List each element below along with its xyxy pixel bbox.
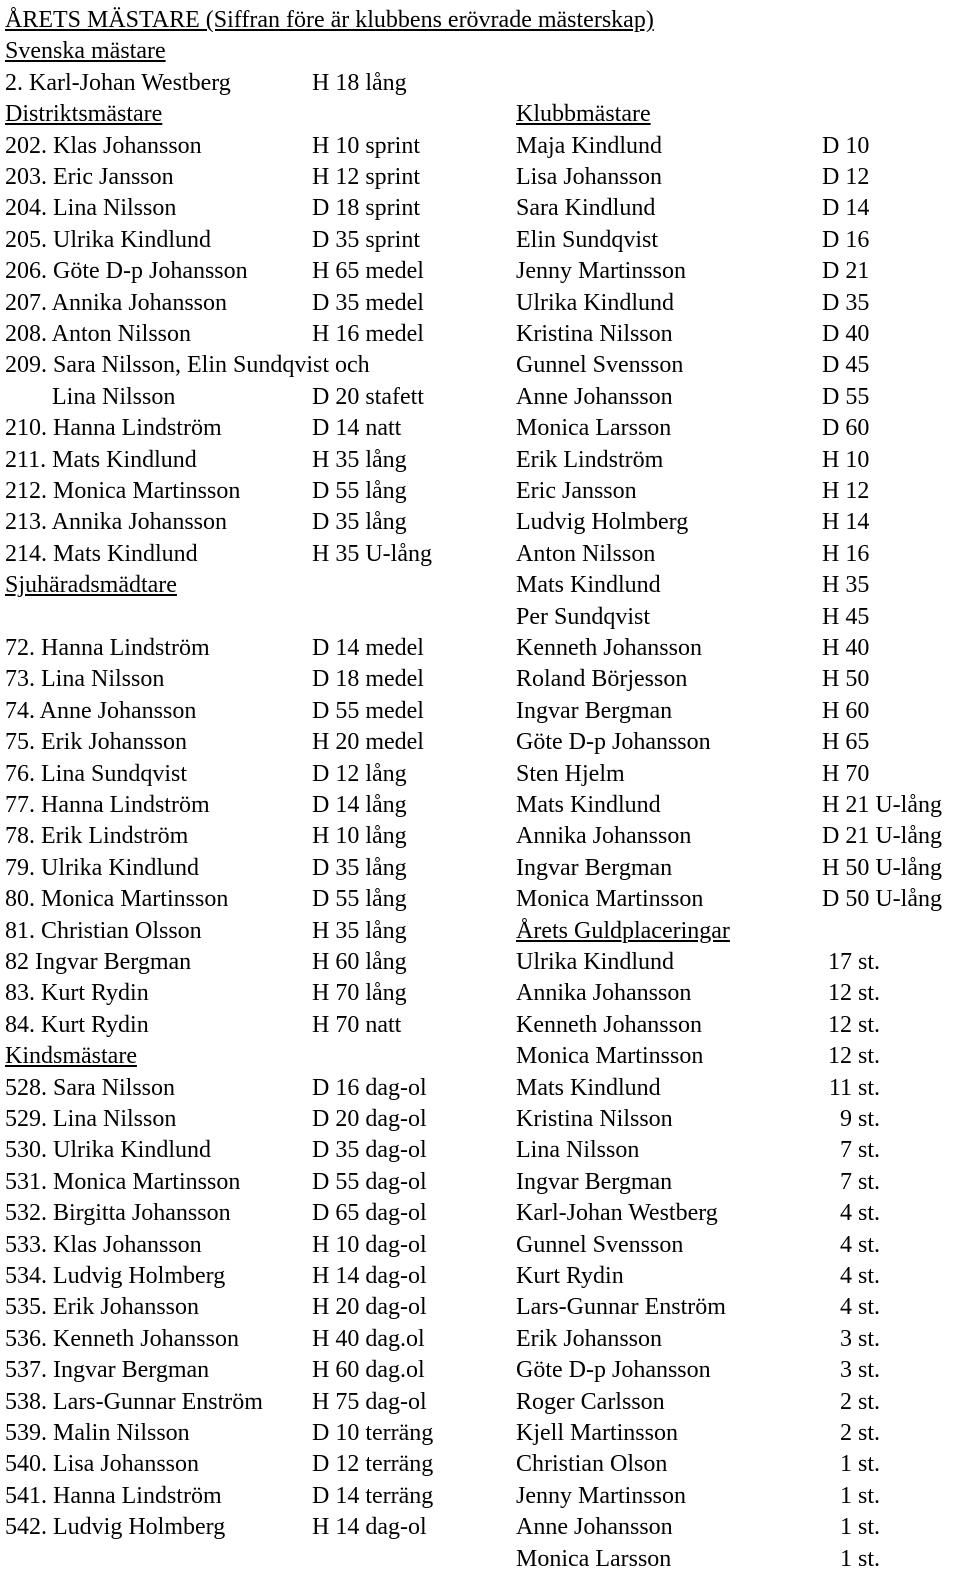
competition-class: H 35	[822, 572, 870, 599]
member-name: 210. Hanna Lindström	[5, 415, 222, 442]
competition-class: H 10 sprint	[312, 132, 420, 159]
competition-class: D 55 medel	[312, 697, 424, 724]
member-name: 207. Annika Johansson	[5, 289, 227, 316]
member-name: 208. Anton Nilsson	[5, 321, 192, 347]
text-line	[0, 727, 960, 758]
competition-class: H 50	[822, 666, 870, 693]
competition-class: H 65 medel	[312, 258, 424, 285]
text-line	[0, 319, 960, 350]
member-name: Gunnel Svensson	[516, 1231, 684, 1258]
text-line	[0, 947, 960, 978]
member-name: Erik Johansson	[516, 1325, 662, 1352]
member-name: 72. Hanna Lindström	[5, 635, 210, 661]
member-name: 536. Kenneth Johansson	[5, 1325, 239, 1352]
competition-class: D 21 U-lång	[822, 823, 942, 850]
text-line	[0, 162, 960, 193]
competition-class: H 14 dag-ol	[312, 1263, 427, 1289]
gold-count: 12 st.	[827, 980, 880, 1007]
text-line	[0, 570, 960, 601]
text-line	[0, 99, 960, 130]
member-name: 211. Mats Kindlund	[5, 446, 197, 473]
text-line	[0, 790, 960, 821]
member-name: Lars-Gunnar Enström	[516, 1294, 726, 1321]
text-line	[0, 350, 960, 381]
competition-class: H 35 U-lång	[312, 540, 432, 567]
member-name: Kristina Nilsson	[516, 321, 673, 347]
text-line	[0, 1261, 960, 1292]
competition-class: D 14 medel	[312, 635, 424, 661]
member-name: 542. Ludvig Holmberg	[5, 1514, 226, 1541]
competition-class: D 20 stafett	[312, 383, 424, 410]
member-name: 73. Lina Nilsson	[5, 666, 165, 693]
competition-class: H 16	[822, 540, 870, 567]
competition-class: D 50 U-lång	[822, 886, 942, 913]
competition-class: H 10 lång	[312, 823, 407, 850]
member-name: 531. Monica Martinsson	[5, 1168, 241, 1195]
gold-count: 4 st.	[839, 1294, 880, 1321]
member-name: 84. Kurt Rydin	[5, 1011, 149, 1038]
member-name: Kjell Martinsson	[516, 1420, 678, 1446]
competition-class: D 35 medel	[312, 289, 424, 316]
text-line	[0, 1041, 960, 1072]
member-name: Jenny Martinsson	[516, 258, 686, 285]
competition-class: H 35 lång	[312, 446, 407, 473]
gold-count: 1 st.	[839, 1482, 880, 1509]
text-line	[0, 413, 960, 444]
page-title: ÅRETS MÄSTARE (Siffran före är klubbens erövrade mästerskap)	[5, 7, 654, 33]
text-line	[0, 193, 960, 224]
member-name: 533. Klas Johansson	[5, 1231, 202, 1258]
gold-count: 17 st.	[827, 949, 880, 975]
text-line	[0, 1073, 960, 1104]
competition-class: H 12	[822, 478, 870, 504]
gold-count: 7 st.	[839, 1168, 880, 1195]
member-name: Monica Larsson	[516, 1545, 672, 1572]
gold-count: 3 st.	[839, 1357, 880, 1384]
competition-class: D 14 natt	[312, 415, 402, 442]
competition-class: D 18 medel	[312, 666, 424, 693]
text-line	[0, 225, 960, 256]
member-name: 77. Hanna Lindström	[5, 792, 210, 818]
text-line	[0, 1418, 960, 1449]
competition-class: H 14 dag-ol	[312, 1514, 427, 1541]
gold-count: 4 st.	[839, 1263, 880, 1289]
text-line	[0, 445, 960, 476]
member-name: Monica Martinsson	[516, 1043, 704, 1070]
competition-class: H 40 dag.ol	[312, 1325, 425, 1352]
member-name: 534. Ludvig Holmberg	[5, 1263, 226, 1289]
text-line	[0, 1230, 960, 1261]
competition-class: D 35 dag-ol	[312, 1137, 427, 1164]
competition-class: D 35 sprint	[312, 226, 420, 253]
text-line	[0, 1544, 960, 1575]
member-name: 539. Malin Nilsson	[5, 1420, 190, 1446]
member-name: Erik Lindström	[516, 446, 664, 473]
member-name: Roland Börjesson	[516, 666, 688, 693]
gold-count: 7 st.	[839, 1137, 880, 1164]
competition-class: H 20 medel	[312, 729, 424, 756]
member-name: Anne Johansson	[516, 383, 673, 410]
competition-class: D 35 lång	[312, 854, 407, 881]
competition-class: H 10 dag-ol	[312, 1231, 427, 1258]
member-name: Ingvar Bergman	[516, 854, 673, 881]
member-name: 2. Karl-Johan Westberg	[5, 69, 231, 96]
district-heading: Distriktsmästare	[5, 101, 163, 128]
gold-count: 4 st.	[839, 1200, 880, 1227]
text-line	[0, 476, 960, 507]
text-line	[0, 759, 960, 790]
competition-class: H 16 medel	[312, 321, 424, 347]
member-name: 212. Monica Martinsson	[5, 478, 241, 504]
gold-heading: Årets Guldplaceringar	[516, 917, 730, 944]
member-name: 76. Lina Sundqvist	[5, 760, 188, 787]
member-name: 82 Ingvar Bergman	[5, 949, 192, 975]
competition-class: D 16	[822, 226, 870, 253]
member-name: Mats Kindlund	[516, 1074, 661, 1101]
competition-class: D 55 lång	[312, 886, 407, 913]
member-name: 209. Sara Nilsson, Elin Sundqvist och	[5, 352, 370, 379]
member-name: Per Sundqvist	[516, 603, 651, 630]
gold-count: 2 st.	[839, 1388, 880, 1415]
sjuharad-heading: Sjuhäradsmädtare	[5, 572, 177, 599]
member-name: Ingvar Bergman	[516, 1168, 673, 1195]
member-name: 530. Ulrika Kindlund	[5, 1137, 211, 1164]
swedish-heading: Svenska mästare	[5, 38, 166, 65]
member-name: Roger Carlsson	[516, 1388, 665, 1415]
competition-class: H 10	[822, 446, 870, 473]
text-line	[0, 256, 960, 287]
text-line	[0, 1198, 960, 1229]
text-line	[0, 131, 960, 162]
member-name: 206. Göte D-p Johansson	[5, 258, 248, 285]
text-line	[0, 1135, 960, 1166]
member-name: Eric Jansson	[516, 478, 637, 504]
member-name: Monica Martinsson	[516, 886, 704, 913]
competition-class: H 20 dag-ol	[312, 1294, 427, 1321]
text-line	[0, 1387, 960, 1418]
text-line	[0, 978, 960, 1009]
competition-class: D 55 lång	[312, 478, 407, 504]
text-line	[0, 696, 960, 727]
competition-class: D 16 dag-ol	[312, 1074, 427, 1101]
member-name: Kristina Nilsson	[516, 1106, 673, 1132]
gold-count: 9 st.	[839, 1106, 880, 1132]
text-line	[0, 1167, 960, 1198]
competition-class: D 65 dag-ol	[312, 1200, 427, 1227]
competition-class: H 40	[822, 635, 870, 661]
member-name: Lina Nilsson	[516, 1137, 640, 1164]
competition-class: D 14 terräng	[312, 1482, 434, 1509]
member-name: 541. Hanna Lindström	[5, 1482, 222, 1509]
member-name: 204. Lina Nilsson	[5, 195, 177, 222]
text-line	[0, 1104, 960, 1135]
competition-class: H 65	[822, 729, 870, 756]
member-name: 78. Erik Lindström	[5, 823, 189, 850]
member-name: Kurt Rydin	[516, 1263, 624, 1289]
member-name: Göte D-p Johansson	[516, 729, 711, 756]
text-line	[0, 5, 960, 36]
member-name: Ludvig Holmberg	[516, 509, 689, 536]
competition-class: D 21	[822, 258, 870, 285]
member-name: Sara Kindlund	[516, 195, 656, 222]
member-name: 203. Eric Jansson	[5, 164, 174, 190]
kinds-heading: Kindsmästare	[5, 1043, 137, 1070]
text-line	[0, 1449, 960, 1480]
member-name: 537. Ingvar Bergman	[5, 1357, 210, 1384]
text-line	[0, 1292, 960, 1323]
competition-class: D 18 sprint	[312, 195, 420, 222]
member-name: 79. Ulrika Kindlund	[5, 854, 199, 881]
gold-count: 1 st.	[839, 1451, 880, 1478]
text-line	[0, 382, 960, 413]
member-name: Kenneth Johansson	[516, 1011, 702, 1038]
member-name: 205. Ulrika Kindlund	[5, 226, 211, 253]
member-name: Christian Olson	[516, 1451, 668, 1478]
member-name: Monica Larsson	[516, 415, 672, 442]
competition-class: H 21 U-lång	[822, 792, 942, 818]
competition-class: D 45	[822, 352, 870, 379]
competition-class: D 60	[822, 415, 870, 442]
member-name: Mats Kindlund	[516, 792, 661, 818]
text-line	[0, 68, 960, 99]
text-line	[0, 633, 960, 664]
competition-class: D 55	[822, 383, 870, 410]
gold-count: 1 st.	[839, 1514, 880, 1541]
member-name: Anton Nilsson	[516, 540, 656, 567]
member-name: Karl-Johan Westberg	[516, 1200, 718, 1227]
text-line	[0, 1324, 960, 1355]
competition-class: D 14 lång	[312, 792, 407, 818]
competition-class: D 35	[822, 289, 870, 316]
member-name: Elin Sundqvist	[516, 226, 659, 253]
gold-count: 11 st.	[828, 1074, 880, 1101]
competition-class: H 70 lång	[312, 980, 407, 1007]
competition-class: H 60 lång	[312, 949, 407, 975]
member-name: Gunnel Svensson	[516, 352, 684, 379]
text-line	[0, 884, 960, 915]
member-name: Maja Kindlund	[516, 132, 662, 159]
text-line	[0, 602, 960, 633]
competition-class: H 50 U-lång	[822, 854, 942, 881]
gold-count: 2 st.	[839, 1420, 880, 1446]
member-name: 75. Erik Johansson	[5, 729, 187, 756]
member-name: Annika Johansson	[516, 980, 692, 1007]
member-name: 80. Monica Martinsson	[5, 886, 229, 913]
text-line	[0, 821, 960, 852]
competition-class: D 10 terräng	[312, 1420, 434, 1446]
competition-class: D 35 lång	[312, 509, 407, 536]
competition-class: H 35 lång	[312, 917, 407, 944]
competition-class: D 12	[822, 164, 870, 190]
competition-class: H 70	[822, 760, 870, 787]
competition-class: D 40	[822, 321, 870, 347]
gold-count: 12 st.	[827, 1043, 880, 1070]
competition-class: D 12 lång	[312, 760, 407, 787]
competition-class: D 12 terräng	[312, 1451, 434, 1478]
member-name: Lina Nilsson	[52, 383, 176, 410]
member-name: 529. Lina Nilsson	[5, 1106, 177, 1132]
text-line	[0, 853, 960, 884]
gold-count: 4 st.	[839, 1231, 880, 1258]
text-line	[0, 539, 960, 570]
gold-count: 3 st.	[839, 1325, 880, 1352]
member-name: 83. Kurt Rydin	[5, 980, 149, 1007]
competition-class: H 45	[822, 603, 870, 630]
member-name: 532. Birgitta Johansson	[5, 1200, 231, 1227]
member-name: Jenny Martinsson	[516, 1482, 686, 1509]
member-name: 214. Mats Kindlund	[5, 540, 198, 567]
competition-class: H 14	[822, 509, 870, 536]
competition-class: H 18 lång	[312, 69, 407, 96]
member-name: Kenneth Johansson	[516, 635, 702, 661]
member-name: Ulrika Kindlund	[516, 289, 674, 316]
text-line	[0, 664, 960, 695]
member-name: 535. Erik Johansson	[5, 1294, 199, 1321]
competition-class: H 60	[822, 697, 870, 724]
text-line	[0, 1355, 960, 1386]
member-name: 540. Lisa Johansson	[5, 1451, 199, 1478]
text-line	[0, 507, 960, 538]
member-name: 213. Annika Johansson	[5, 509, 227, 536]
competition-class: H 60 dag.ol	[312, 1357, 425, 1384]
member-name: Mats Kindlund	[516, 572, 661, 599]
text-line	[0, 1512, 960, 1543]
competition-class: D 10	[822, 132, 870, 159]
text-line	[0, 1010, 960, 1041]
competition-class: H 12 sprint	[312, 164, 420, 190]
text-line	[0, 36, 960, 67]
member-name: Annika Johansson	[516, 823, 692, 850]
competition-class: H 70 natt	[312, 1011, 402, 1038]
text-line	[0, 916, 960, 947]
gold-count: 1 st.	[839, 1545, 880, 1572]
member-name: 538. Lars-Gunnar Enström	[5, 1388, 263, 1415]
member-name: 81. Christian Olsson	[5, 917, 202, 944]
text-line	[0, 288, 960, 319]
member-name: Anne Johansson	[516, 1514, 673, 1541]
member-name: Ingvar Bergman	[516, 697, 673, 724]
member-name: Göte D-p Johansson	[516, 1357, 711, 1384]
member-name: 74. Anne Johansson	[5, 697, 197, 724]
member-name: Lisa Johansson	[516, 164, 662, 190]
competition-class: D 14	[822, 195, 870, 222]
member-name: Sten Hjelm	[516, 760, 625, 787]
competition-class: D 55 dag-ol	[312, 1168, 427, 1195]
text-line	[0, 1481, 960, 1512]
member-name: 202. Klas Johansson	[5, 132, 202, 159]
member-name: 528. Sara Nilsson	[5, 1074, 175, 1101]
gold-count: 12 st.	[827, 1011, 880, 1038]
competition-class: H 75 dag-ol	[312, 1388, 427, 1415]
member-name: Ulrika Kindlund	[516, 949, 674, 975]
club-heading: Klubbmästare	[516, 101, 651, 128]
competition-class: D 20 dag-ol	[312, 1106, 427, 1132]
